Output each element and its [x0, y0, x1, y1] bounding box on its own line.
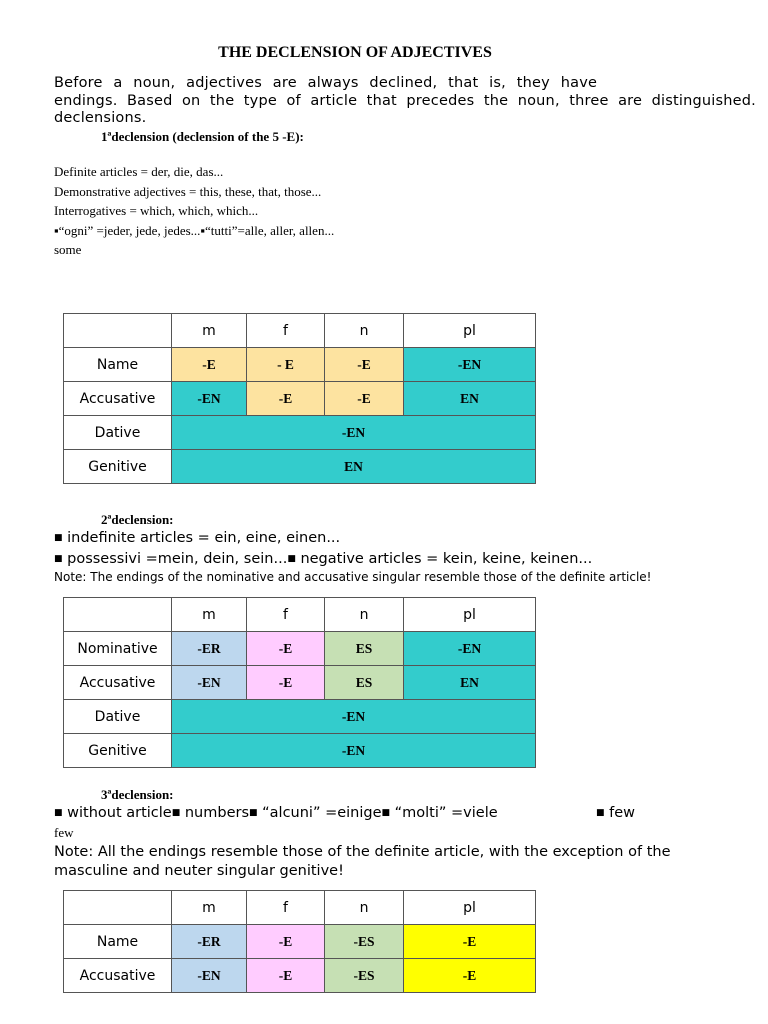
table-row: [64, 450, 536, 484]
list-item: Interrogatives = which, which, which...: [54, 203, 259, 219]
ending-cell: ES: [325, 666, 404, 700]
header-cell-m: m: [172, 598, 247, 632]
ending-cell: -EN: [404, 632, 536, 666]
merged-ending-cell: -EN: [172, 416, 536, 450]
ending-cell: -ER: [172, 925, 247, 959]
line-text: indefinite articles = ein, eine, einen...: [67, 530, 341, 546]
bullet-text: “molti” =viele: [394, 805, 498, 821]
bullet-icon: ■: [381, 808, 391, 818]
section-2-line-2: [54, 551, 592, 567]
row-label: Nominative: [64, 632, 172, 666]
section-2-note: Note: The endings of the nominative and accusative singular resemble those of the definite article!: [54, 570, 652, 584]
bullet-text: numbers: [184, 805, 250, 821]
section-3-extra: few: [54, 825, 74, 840]
ending-cell: -E: [404, 925, 536, 959]
merged-ending-cell: -EN: [172, 700, 536, 734]
intro-line-3: declensions.: [54, 110, 147, 126]
intro-paragraph: [54, 75, 756, 128]
ending-cell: -E: [247, 666, 325, 700]
ending-cell: -E: [247, 632, 325, 666]
row-label: Accusative: [64, 382, 172, 416]
bullet-icon: ■: [171, 808, 181, 818]
section-3-heading: 3ªdeclension:: [101, 787, 174, 802]
row-label: Accusative: [64, 959, 172, 993]
ending-cell: -E: [172, 348, 247, 382]
table-row: [64, 734, 536, 768]
table-header-row: [64, 891, 536, 925]
header-cell-f: f: [247, 891, 325, 925]
section-1-heading: 1ªdeclension (declension of the 5 -E):: [101, 129, 304, 144]
header-cell-n: n: [325, 314, 404, 348]
ending-cell: -EN: [404, 348, 536, 382]
declension-table-3: [63, 890, 536, 993]
table-row: [64, 632, 536, 666]
ending-cell: -ER: [172, 632, 247, 666]
row-label: Name: [64, 348, 172, 382]
row-label: Genitive: [64, 450, 172, 484]
ending-cell: ES: [325, 632, 404, 666]
section-3-note-line-1: Note: All the endings resemble those of the definite article, with the exception of the: [54, 844, 671, 860]
row-label: Dative: [64, 700, 172, 734]
table-row: [64, 959, 536, 993]
bullet-icon: ■: [287, 554, 296, 564]
header-cell-f: f: [247, 314, 325, 348]
table-header-row: [64, 314, 536, 348]
list-item: Demonstrative adjectives = this, these, that, those...: [54, 183, 322, 199]
ending-cell: - E: [247, 348, 325, 382]
ending-cell: -EN: [172, 666, 247, 700]
intro-line-2: endings. Based on the type of article that precedes the noun, three are distinguished.: [54, 92, 756, 109]
header-cell-m: m: [172, 314, 247, 348]
section-2-line-1: [54, 530, 340, 546]
merged-ending-cell: -EN: [172, 734, 536, 768]
header-cell-m: m: [172, 891, 247, 925]
row-label: Name: [64, 925, 172, 959]
bullet-text: “alcuni” =einige: [262, 805, 382, 821]
header-cell-n: n: [325, 891, 404, 925]
header-cell-pl: pl: [404, 891, 536, 925]
ending-cell: -ES: [325, 925, 404, 959]
list-item: ▪“ogni” =jeder, jede, jedes...▪“tutti”=alle, aller, allen...: [54, 222, 335, 238]
list-item: some: [54, 242, 82, 258]
header-cell-pl: pl: [404, 314, 536, 348]
ending-cell: -EN: [172, 382, 247, 416]
ending-cell: -E: [247, 382, 325, 416]
row-label: Dative: [64, 416, 172, 450]
header-cell-empty: [64, 891, 172, 925]
header-cell-n: n: [325, 598, 404, 632]
table-row: [64, 666, 536, 700]
declension-table-2: [63, 597, 536, 768]
table-row: [64, 925, 536, 959]
bullet-icon: ■: [54, 533, 63, 543]
ending-cell: -ES: [325, 959, 404, 993]
line-text: possessivi =mein, dein, sein...: [67, 551, 288, 567]
bullet-icon: ■: [249, 808, 258, 818]
bullet-icon: ■: [54, 808, 63, 818]
section-3-bullets: [54, 805, 498, 821]
header-cell-pl: pl: [404, 598, 536, 632]
bullet-text: without article: [67, 805, 172, 821]
section-2-heading: 2ªdeclension:: [101, 512, 174, 527]
header-cell-empty: [64, 598, 172, 632]
table-row: [64, 348, 536, 382]
intro-line-1: Before a noun, adjectives are always declined, that is, they have: [54, 75, 598, 91]
table-row: [64, 382, 536, 416]
declension-table-1: [63, 313, 536, 484]
ending-cell: -E: [325, 348, 404, 382]
line-text: negative articles = kein, keine, keinen...: [300, 551, 593, 567]
merged-ending-cell: EN: [172, 450, 536, 484]
table-header-row: [64, 598, 536, 632]
header-cell-f: f: [247, 598, 325, 632]
ending-cell: EN: [404, 382, 536, 416]
row-label: Accusative: [64, 666, 172, 700]
table-row: [64, 416, 536, 450]
ending-cell: -E: [404, 959, 536, 993]
ending-cell: -EN: [172, 959, 247, 993]
bullet-icon: ■: [596, 808, 605, 818]
section-3-bullet-few: [596, 805, 635, 821]
list-item: Definite articles = der, die, das...: [54, 164, 224, 179]
ending-cell: -E: [247, 925, 325, 959]
ending-cell: EN: [404, 666, 536, 700]
section-1-list: [54, 162, 334, 260]
bullet-text: few: [609, 805, 636, 821]
section-3-note-line-2: masculine and neuter singular genitive!: [54, 863, 344, 879]
ending-cell: -E: [325, 382, 404, 416]
row-label: Genitive: [64, 734, 172, 768]
ending-cell: -E: [247, 959, 325, 993]
table-row: [64, 700, 536, 734]
page-title: THE DECLENSION OF ADJECTIVES: [218, 44, 492, 61]
header-cell-empty: [64, 314, 172, 348]
bullet-icon: ■: [54, 554, 63, 564]
